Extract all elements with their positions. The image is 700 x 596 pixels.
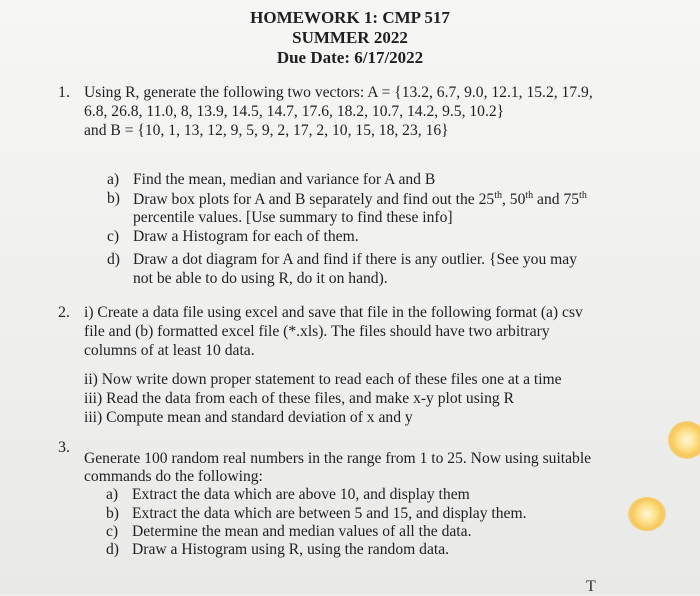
question-2-line: columns of at least 10 data. [84,342,255,359]
q1-part-b-text: Draw box plots for A and B separately and find out the 25th, 50th and 75th [133,190,587,209]
question-1-line: Using R, generate the following two vectors: A = {13.2, 6.7, 9.0, 12.1, 15.2, 17.9, [84,84,593,101]
q3-part-b-text: Extract the data which are between 5 and 15, and display them. [132,505,527,522]
q1-part-label: a) [107,171,120,188]
text-cursor-icon: T [586,578,596,595]
light-glare [668,421,700,459]
q1-part-c-text: Draw a Histogram for each of them. [133,228,359,245]
question-3-line: Generate 100 random real numbers in the range from 1 to 25. Now using suitable [84,450,592,467]
due-date: Due Date: 6/17/2022 [276,48,424,67]
question-2-line: file and (b) formatted excel file (*.xls). The files should have two arbitrary [84,323,550,340]
question-1-line: and B = {10, 1, 13, 12, 9, 5, 9, 2, 17, 2, 10, 15, 18, 23, 16} [84,122,449,139]
q1-part-b-text: percentile values. [Use summary to find these info] [133,209,453,226]
question-2-number: 2. [58,304,70,321]
homework-title: HOMEWORK 1: CMP 517 [250,8,450,27]
q1-part-label: d) [107,251,120,268]
question-2-line: i) Create a data file using excel and save that file in the following format (a) csv [84,304,583,321]
q3-part-d-text: Draw a Histogram using R, using the random data. [132,541,450,558]
q1-part-label: c) [107,228,120,245]
q3-part-label: c) [106,523,119,540]
q3-part-label: b) [106,505,119,522]
q3-part-label: d) [106,541,119,558]
question-3-number: 3. [58,439,70,456]
q1-part-label: b) [107,190,120,207]
question-2-line: iii) Compute mean and standard deviation of x and y [84,409,413,426]
q1-part-d-text: Draw a dot diagram for A and find if there is any outlier. {See you may [133,251,577,268]
q3-part-c-text: Determine the mean and median values of all the data. [132,523,472,540]
question-2-line: iii) Read the data from each of these files, and make x-y plot using R [84,390,515,407]
light-glare [628,497,666,531]
q1-part-a-text: Find the mean, median and variance for A and B [133,171,436,188]
question-1-line: 6.8, 26.8, 11.0, 8, 13.9, 14.5, 14.7, 17.6, 18.2, 10.7, 14.2, 9.5, 10.2} [84,103,505,120]
q3-part-a-text: Extract the data which are above 10, and display them [132,486,470,503]
q3-part-label: a) [106,486,119,503]
question-1-number: 1. [58,84,70,101]
question-3-line: commands do the following: [84,468,263,485]
q1-part-d-text: not be able to do using R, do it on hand). [133,270,388,287]
question-2-line: ii) Now write down proper statement to read each of these files one at a time [84,371,562,388]
term-label: SUMMER 2022 [292,28,408,47]
